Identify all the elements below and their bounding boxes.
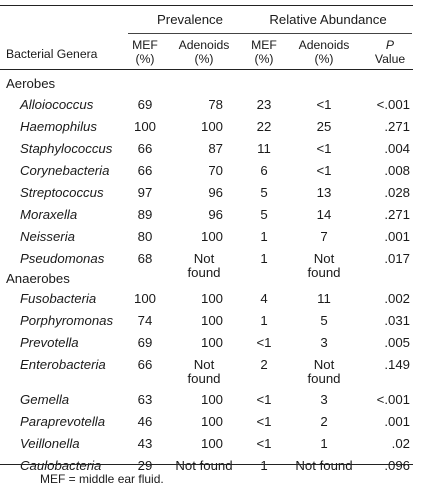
genus-name: Veillonella [20,436,80,451]
cell-adenoids-prevalence: 78 [208,97,223,112]
cell-adenoids-prevalence: 100 [200,313,223,328]
cell-adenoids-abundance: Not [313,251,335,266]
cell-p-value: .271 [384,207,410,222]
cell-adenoids-abundance: 3 [320,392,328,407]
relative-abundance-underline [248,33,412,34]
cell-mef-abundance: <1 [256,436,272,451]
cell-adenoids-abundance: 7 [320,229,328,244]
genus-name: Enterobacteria [20,357,106,372]
cell-adenoids-abundance: Not found [295,458,353,473]
genus-name: Haemophilus [20,119,97,134]
cell-mef-prevalence: 63 [137,392,153,407]
cell-adenoids-abundance: 25 [316,119,332,134]
cell-mef-prevalence: 43 [137,436,153,451]
group-header-relative-abundance: Relative Abundance [269,12,387,27]
cell-mef-abundance: 4 [260,291,268,306]
cell-p-value: .001 [384,229,410,244]
cell-mef-abundance: 5 [260,207,268,222]
cell-mef-abundance: 2 [260,357,268,372]
genus-name: Corynebacteria [20,163,110,178]
cell-adenoids-abundance: found [307,371,341,386]
cell-p-value: .002 [384,291,410,306]
cell-mef-abundance: 5 [260,185,268,200]
cell-mef-prevalence: 74 [137,313,153,328]
header-bottom-rule [0,69,413,70]
cell-mef-prevalence: 69 [137,335,153,350]
cell-adenoids-abundance: 14 [316,207,332,222]
section-title: Aerobes [6,76,56,91]
cell-mef-prevalence: 100 [133,119,156,134]
cell-mef-abundance: 11 [257,141,271,156]
cell-p-value: .004 [384,141,410,156]
cell-mef-abundance: 23 [256,97,272,112]
genus-name: Caulobacteria [20,458,102,473]
cell-mef-abundance: 1 [260,313,268,328]
prevalence-underline [128,33,256,34]
cell-adenoids-prevalence: 100 [200,229,223,244]
cell-mef-prevalence: 46 [137,414,153,429]
genus-name: Staphylococcus [20,141,113,156]
cell-mef-prevalence: 66 [137,141,153,156]
column-header-genera: Bacterial Genera [6,47,98,61]
cell-adenoids-abundance: <1 [316,163,332,178]
cell-mef-prevalence: 66 [137,357,153,372]
genus-name: Neisseria [20,229,75,244]
cell-adenoids-abundance: 5 [320,313,328,328]
column-header-adenoids-abundance-unit: (%) [314,52,334,66]
column-header-mef-prevalence-unit: (%) [135,52,155,66]
cell-mef-prevalence: 100 [133,291,156,306]
cell-adenoids-prevalence: Not found [175,458,233,473]
cell-adenoids-prevalence: 100 [200,392,223,407]
cell-adenoids-abundance: 3 [320,335,328,350]
cell-mef-prevalence: 29 [137,458,153,473]
cell-p-value: .031 [384,313,410,328]
cell-adenoids-prevalence: 96 [208,207,223,222]
column-header-p-value-label: Value [374,52,406,66]
cell-p-value: .001 [384,414,410,429]
cell-p-value: .149 [384,357,410,372]
cell-adenoids-prevalence: 87 [208,141,223,156]
genus-name: Alloiococcus [20,97,94,112]
cell-mef-abundance: 1 [260,251,268,266]
cell-mef-abundance: 6 [260,163,268,178]
cell-adenoids-prevalence: 70 [208,163,223,178]
cell-p-value: .028 [384,185,410,200]
genus-name: Porphyromonas [20,313,114,328]
cell-mef-prevalence: 69 [137,97,153,112]
cell-adenoids-prevalence: found [187,371,221,386]
cell-adenoids-prevalence: 100 [200,335,223,350]
footnote: MEF = middle ear fluid. [40,472,164,486]
genus-name: Prevotella [20,335,79,350]
cell-mef-abundance: 22 [256,119,272,134]
cell-adenoids-prevalence: 100 [200,436,223,451]
cell-mef-abundance: <1 [256,392,272,407]
cell-adenoids-prevalence: 96 [208,185,223,200]
column-header-mef-prevalence: MEF [132,38,158,52]
genus-name: Gemella [20,392,70,407]
column-header-mef-abundance-unit: (%) [254,52,274,66]
table-top-rule [0,5,413,6]
cell-mef-prevalence: 66 [137,163,153,178]
cell-adenoids-prevalence: 100 [200,414,223,429]
cell-p-value: <.001 [376,97,410,112]
cell-adenoids-abundance: 13 [316,185,332,200]
cell-p-value: .096 [384,458,410,473]
cell-adenoids-abundance: 11 [317,291,331,306]
cell-adenoids-abundance: found [307,265,341,280]
cell-mef-abundance: <1 [256,335,272,350]
cell-adenoids-abundance: 1 [320,436,328,451]
cell-mef-abundance: <1 [256,414,272,429]
cell-adenoids-prevalence: Not [193,251,215,266]
cell-mef-prevalence: 89 [137,207,153,222]
cell-adenoids-abundance: 2 [320,414,328,429]
column-header-mef-abundance: MEF [251,38,277,52]
cell-adenoids-prevalence: found [187,265,221,280]
column-header-adenoids-prevalence-unit: (%) [194,52,214,66]
cell-adenoids-prevalence: 100 [200,119,223,134]
cell-mef-prevalence: 68 [137,251,153,266]
genus-name: Streptococcus [20,185,104,200]
genus-name: Moraxella [20,207,78,222]
cell-p-value: .005 [384,335,410,350]
section-title: Anaerobes [6,271,70,286]
column-header-adenoids-prevalence: Adenoids [178,38,230,52]
cell-adenoids-prevalence: 100 [200,291,223,306]
cell-p-value: .02 [391,436,410,451]
column-header-adenoids-abundance: Adenoids [298,38,350,52]
group-header-prevalence: Prevalence [157,12,223,27]
cell-p-value: .271 [384,119,410,134]
cell-adenoids-prevalence: Not [193,357,215,372]
cell-mef-prevalence: 80 [137,229,153,244]
cell-adenoids-abundance: <1 [316,141,332,156]
genus-name: Pseudomonas [20,251,105,266]
cell-mef-abundance: 1 [260,458,268,473]
cell-adenoids-abundance: Not [313,357,335,372]
genus-name: Paraprevotella [20,414,106,429]
cell-mef-abundance: 1 [260,229,268,244]
column-header-p-value: P [385,38,395,52]
cell-p-value: <.001 [376,392,410,407]
table-bottom-rule [0,464,413,465]
cell-mef-prevalence: 97 [137,185,153,200]
cell-p-value: .008 [384,163,410,178]
cell-p-value: .017 [384,251,410,266]
cell-adenoids-abundance: <1 [316,97,332,112]
genus-name: Fusobacteria [20,291,97,306]
